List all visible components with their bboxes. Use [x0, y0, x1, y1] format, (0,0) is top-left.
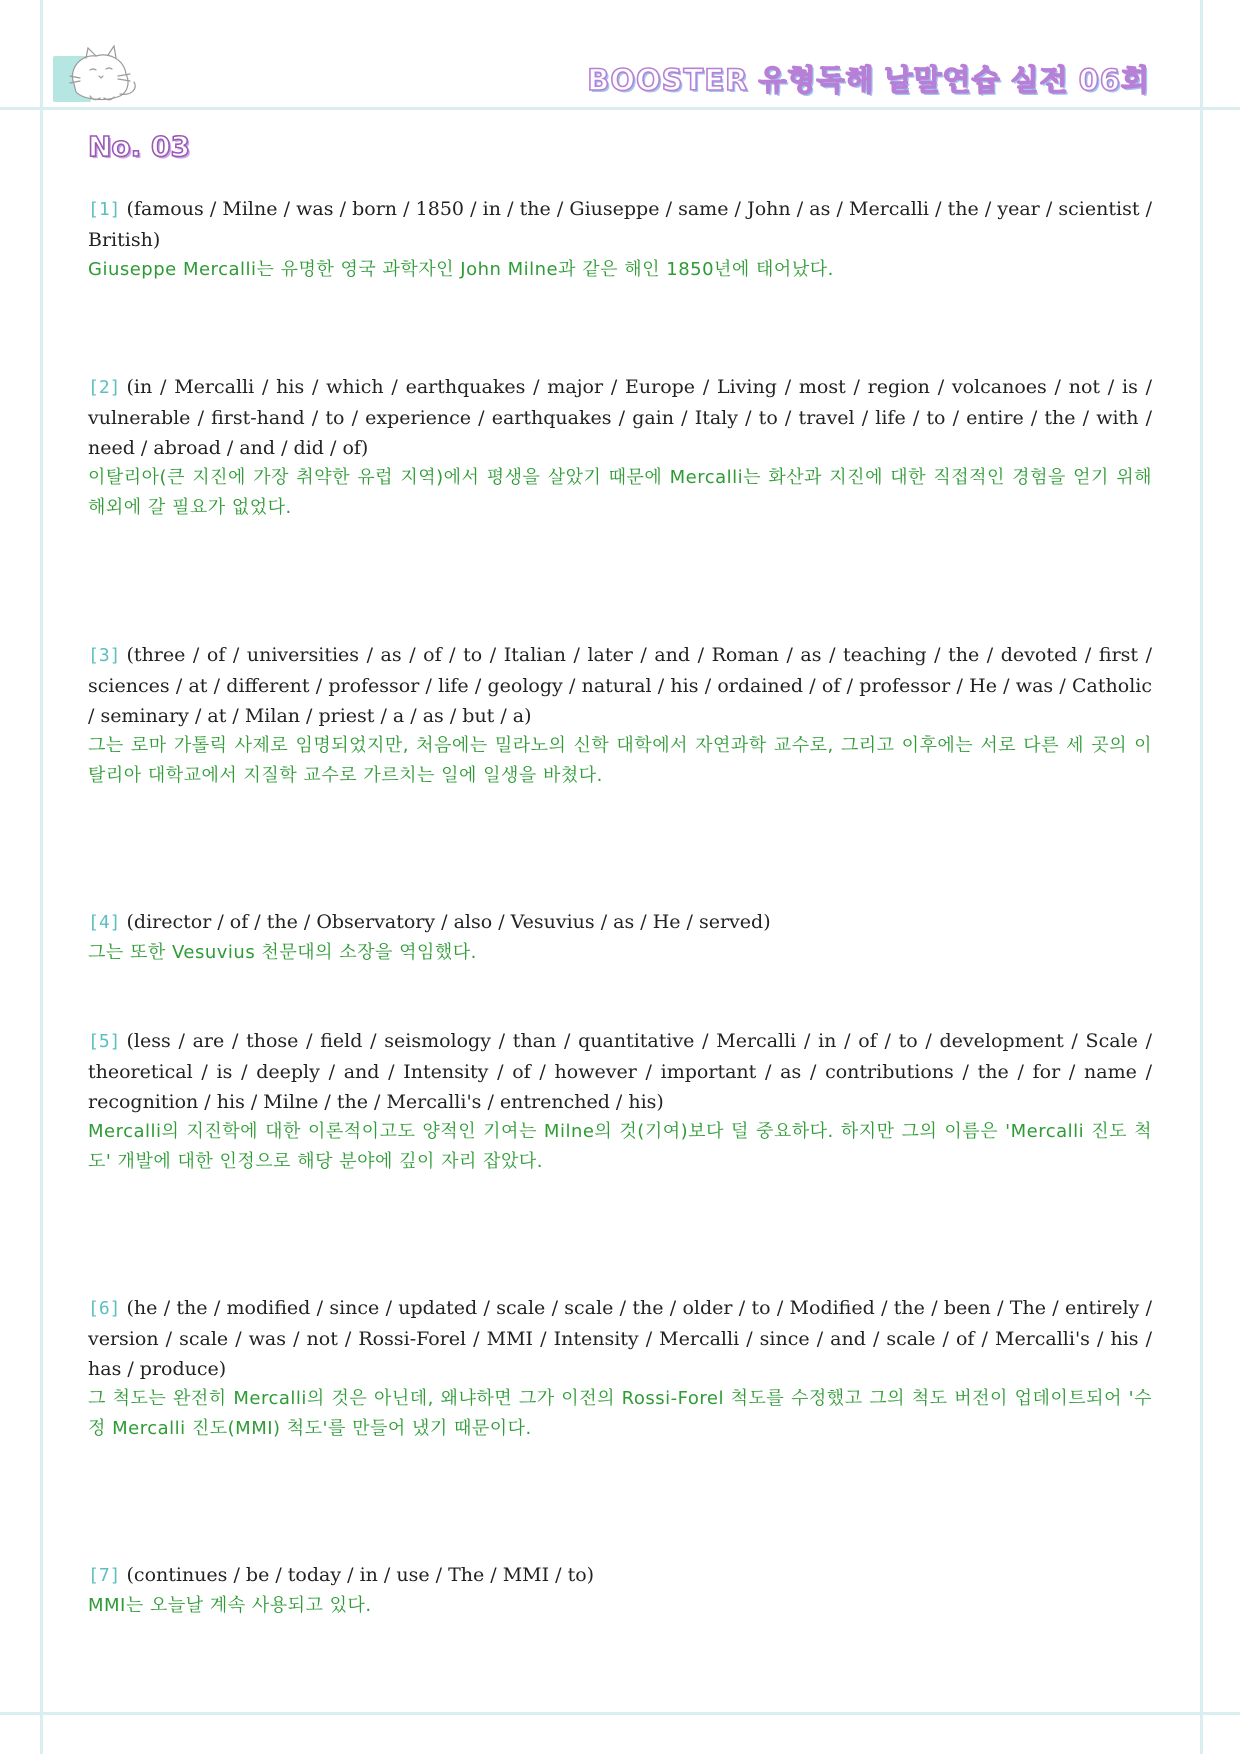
- question-number: [1]: [88, 199, 121, 220]
- question-item: [88, 640, 1152, 791]
- word-scramble: [88, 1293, 1152, 1384]
- question-item: [88, 1560, 1152, 1621]
- header-title-word: BOOSTER: [587, 63, 749, 97]
- question-number: [5]: [88, 1031, 121, 1052]
- scramble-text: (he / the / modified / since / updated / scale / scale / the / older / to / Modified / the / been / The / entirely / version / scale / was / not / Rossi-Forel / MMI / Intensity / Mercalli / since / and / scale / of / Mercalli's / his / has / produce): [88, 1297, 1152, 1380]
- korean-translation: Mercalli의 지진학에 대한 이론적이고도 양적인 기여는 Milne의 것(기여)보다 덜 중요하다. 하지만 그의 이름은 'Mercalli 진도 척도' 개발에 대한 인정으로 해당 분야에 깊이 자리 잡았다.: [88, 1121, 1152, 1172]
- word-scramble: [88, 1026, 1152, 1117]
- word-scramble: [88, 1560, 1152, 1591]
- question-number: [4]: [88, 912, 121, 933]
- scramble-text: (director / of / the / Observatory / also / Vesuvius / as / He / served): [126, 911, 771, 933]
- question-item: [88, 1293, 1152, 1444]
- frame-top-line: [0, 107, 1240, 110]
- scramble-text: (famous / Milne / was / born / 1850 / in / the / Giuseppe / same / John / as / Mercalli / the / year / scientist / British): [88, 198, 1152, 251]
- scramble-text: (in / Mercalli / his / which / earthquakes / major / Europe / Living / most / region / volcanoes / not / is / vulnerable / first-hand / to / experience / earthquakes / gain / Italy / to / travel / life / to / entire / the / with / need / abroad / and / did / of): [88, 376, 1152, 459]
- page-header-title: [587, 58, 1150, 99]
- word-scramble: [88, 640, 1152, 731]
- scramble-text: (less / are / those / field / seismology / than / quantitative / Mercalli / in / of / to / development / Scale / theoretical / is / deeply / and / Intensity / of / however / important / as / contributions / the / for / name / recognition / his / Milne / the / Mercalli's / entrenched / his): [88, 1030, 1152, 1113]
- word-scramble: [88, 372, 1152, 463]
- question-number: [2]: [88, 377, 121, 398]
- scramble-text: (three / of / universities / as / of / to / Italian / later / and / Roman / as / teaching / the / devoted / first / sciences / at / different / professor / life / geology / natural / his / ordained / of / professor / He / was / Catholic / seminary / at / Milan / priest / a / as / but / a): [88, 644, 1152, 727]
- header-title-word: 유형독해: [758, 63, 875, 97]
- header-title-word: 06회: [1078, 63, 1150, 97]
- frame-left-line: [40, 0, 43, 1754]
- question-item: [88, 907, 1152, 968]
- word-scramble: [88, 907, 1152, 938]
- korean-translation: 그는 로마 가톨릭 사제로 임명되었지만, 처음에는 밀라노의 신학 대학에서 자연과학 교수로, 그리고 이후에는 서로 다른 세 곳의 이탈리아 대학교에서 지질학 교수로 가르치는 일에 일생을 바쳤다.: [88, 735, 1152, 786]
- question-number: [7]: [88, 1565, 121, 1586]
- question-item: [88, 1026, 1152, 1177]
- header-title-word: 낱말연습: [884, 63, 1001, 97]
- question-item: [88, 372, 1152, 523]
- scramble-text: (continues / be / today / in / use / The / MMI / to): [126, 1564, 595, 1586]
- cat-icon: [50, 44, 146, 106]
- cat-logo: [50, 44, 146, 106]
- question-item: [88, 194, 1152, 285]
- korean-translation: 이탈리아(큰 지진에 가장 취약한 유럽 지역)에서 평생을 살았기 때문에 Mercalli는 화산과 지진에 대한 직접적인 경험을 얻기 위해 해외에 갈 필요가 없었다.: [88, 467, 1152, 518]
- korean-translation: 그는 또한 Vesuvius 천문대의 소장을 역임했다.: [88, 942, 477, 963]
- question-number: [6]: [88, 1298, 121, 1319]
- question-number: [3]: [88, 645, 121, 666]
- section-number: No. 03: [88, 130, 191, 163]
- frame-bottom-line: [0, 1712, 1240, 1715]
- header-title-word: 실전: [1010, 63, 1069, 97]
- korean-translation: 그 척도는 완전히 Mercalli의 것은 아닌데, 왜냐하면 그가 이전의 Rossi-Forel 척도를 수정했고 그의 척도 버전이 업데이트되어 '수정 Mercalli 진도(MMI) 척도'를 만들어 냈기 때문이다.: [88, 1388, 1152, 1439]
- word-scramble: [88, 194, 1152, 255]
- frame-right-line: [1200, 0, 1203, 1754]
- korean-translation: MMI는 오늘날 계속 사용되고 있다.: [88, 1595, 372, 1616]
- korean-translation: Giuseppe Mercalli는 유명한 영국 과학자인 John Milne과 같은 해인 1850년에 태어났다.: [88, 259, 834, 280]
